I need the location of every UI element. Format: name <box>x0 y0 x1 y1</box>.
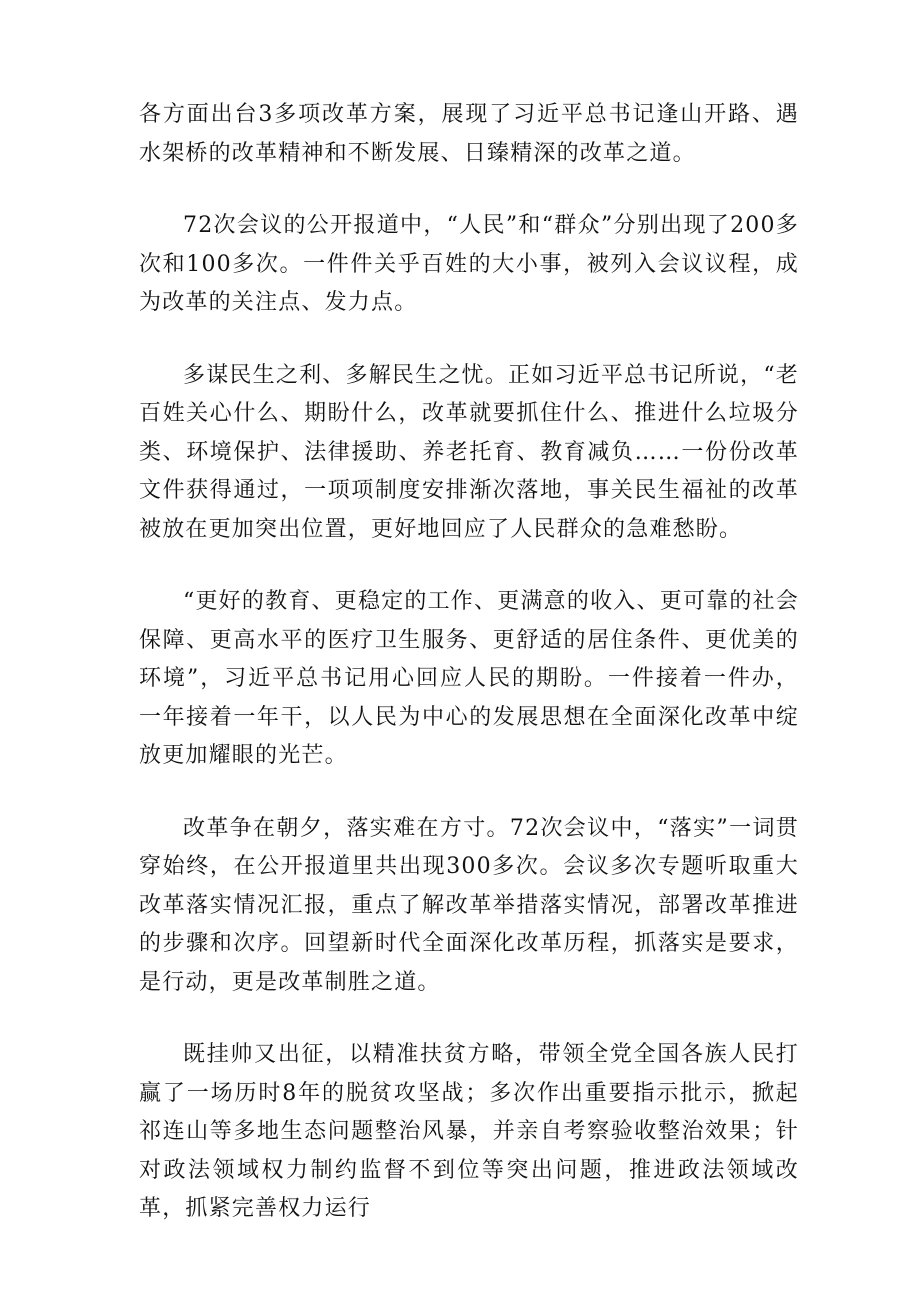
document-body <box>139 96 799 1229</box>
paragraph-3: 多谋民生之利、多解民生之忧。正如习近平总书记所说，“老百姓关心什么、期盼什么，改革就要抓住什么、推进什么垃圾分类、环境保护、法律援助、养老托育、教育减负……一份份改革文件获得通过，一项项制度安排渐次落地，事关民生福祉的改革被放在更加突出位置，更好地回应了人民群众的急难愁盼。 <box>139 362 799 542</box>
paragraph-1: 各方面出台3多项改革方案，展现了习近平总书记逢山开路、遇水架桥的改革精神和不断发展、日臻精深的改革之道。 <box>139 102 799 166</box>
paragraph-4: “更好的教育、更稳定的工作、更满意的收入、更可靠的社会保障、更高水平的医疗卫生服务、更舒适的居住条件、更优美的环境”，习近平总书记用心回应人民的期盼。一件接着一件办，一年接着一年干，以人民为中心的发展思想在全面深化改革中绽放更加耀眼的光芒。 <box>139 589 799 768</box>
paragraph-5: 改革争在朝夕，落实难在方寸。72次会议中，“落实”一词贯穿始终，在公开报道里共出现300多次。会议多次专题听取重大改革落实情况汇报，重点了解改革举措落实情况，部署改革推进的步骤和次序。回望新时代全面深化改革历程，抓落实是要求，是行动，更是改革制胜之道。 <box>139 815 799 995</box>
paragraph-6: 既挂帅又出征，以精准扶贫方略，带领全党全国各族人民打赢了一场历时8年的脱贫攻坚战；多次作出重要指示批示，掀起祁连山等多地生态问题整治风暴，并亲自考察验收整治效果；针对政法领域权力制约监督不到位等突出问题，推进政法领域改革，抓紧完善权力运行 <box>139 1042 799 1221</box>
paragraph-2: 72次会议的公开报道中，“人民”和“群众”分别出现了200多次和100多次。一件件关乎百姓的大小事，被列入会议议程，成为改革的关注点、发力点。 <box>139 213 799 315</box>
